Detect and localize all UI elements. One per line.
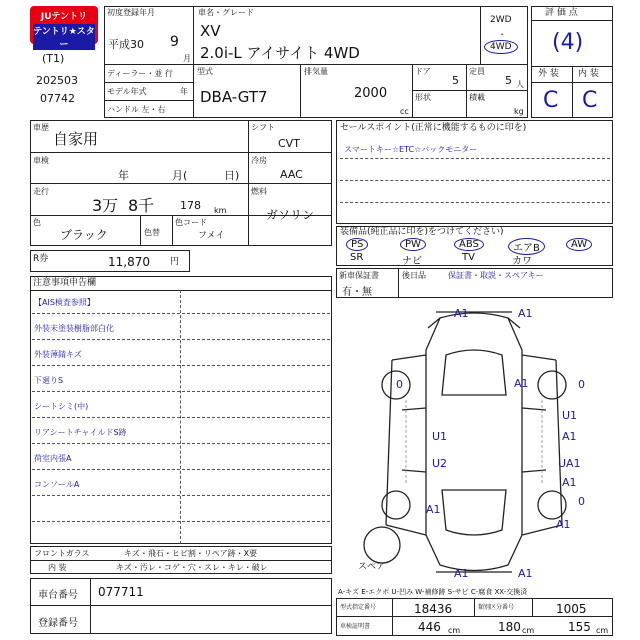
note-rule [32, 443, 330, 444]
fuel-label: 燃料 [251, 187, 267, 196]
equip-abs: ABS [454, 238, 484, 251]
score-label: 評 価 点 [545, 8, 578, 18]
color-label: 色 [33, 218, 41, 227]
ins-year: 年 [118, 169, 129, 182]
doors: 5 [452, 74, 459, 87]
damage-mark: UA1 [558, 457, 581, 470]
mileage-c: 178 [180, 199, 201, 212]
grade: 2.0i-L アイサイト 4WD [200, 44, 360, 62]
equip-airbag: エアB [508, 238, 545, 255]
model: DBA-GT7 [200, 88, 268, 106]
year-unit: 年 [180, 87, 188, 96]
warranty-value: 有・無 [342, 287, 372, 298]
capacity-unit: 人 [516, 80, 524, 89]
equip-label: 装備品(純正品に印を)をつけてください) [340, 227, 504, 237]
damage-mark: A1 [454, 567, 469, 580]
damage-mark: U1 [432, 430, 448, 443]
notes-label: 注意事項申告欄 [33, 278, 97, 288]
cc: cc [400, 107, 409, 116]
handle-label: ハンドル 左・右 [107, 105, 166, 114]
color: ブラック [60, 228, 108, 242]
damage-mark: A1 [518, 567, 533, 580]
ac-label: 冷房 [251, 156, 267, 165]
drive-dot: ・ [498, 30, 506, 39]
dims-l2: 類別区分番号 [478, 604, 515, 611]
displacement: 2000 [354, 86, 388, 101]
mileage-label: 走行 [33, 187, 49, 196]
note-item: 外装未塗装樹脂部白化 [34, 324, 114, 333]
damage-mark: A1 [426, 503, 441, 516]
dims-u4: cm [522, 626, 535, 635]
dims-u5: cm [596, 626, 609, 635]
logo-line1: JUテントリ [40, 12, 88, 22]
month: 9 [170, 34, 179, 50]
spare-label: スペア [358, 562, 386, 572]
int-label: 内 装 [578, 69, 599, 79]
mileage-b: 8千 [128, 196, 155, 215]
shift: CVT [278, 137, 300, 150]
frame-value: 077711 [98, 585, 144, 599]
color-code: フメイ [198, 231, 225, 241]
note-item: 外装薄錆キズ [34, 350, 82, 359]
dims-v3: 446 [418, 620, 441, 634]
color-code-label: 色コード [175, 218, 207, 227]
inspection-label: 車検 [33, 156, 49, 165]
car-name: XV [200, 22, 221, 40]
note-item: 荷室内張A [34, 454, 72, 463]
note-rule [32, 469, 330, 470]
ext-grade: C [543, 88, 559, 113]
displacement-label: 排気量 [304, 67, 328, 76]
usage-label: 車歴 [33, 123, 49, 132]
dims-v2: 1005 [556, 602, 587, 616]
capacity: 5 [505, 74, 512, 87]
note-rule [32, 391, 330, 392]
glass-value: キズ・飛石・ヒビ割・リペア跡・X要 [124, 549, 258, 558]
interior-value: キズ・汚レ・コゲ・穴・スレ・キレ・破レ [116, 563, 268, 572]
note-rule [32, 417, 330, 418]
note-rule [32, 495, 330, 496]
color-change-label: 色替 [144, 228, 160, 237]
mileage-a: 3万 [92, 196, 119, 215]
ac: AAC [280, 168, 303, 181]
damage-mark: U1 [562, 409, 578, 422]
logo-line2: テントリ★スター [33, 24, 95, 50]
load-label: 積載 [469, 93, 485, 102]
equip-aw: AW [566, 238, 592, 251]
r-unit: 円 [170, 257, 180, 267]
sales-value: スマートキー☆ETC☆バックモニター [344, 145, 478, 154]
note-item: リアシートチャイルドS跡 [34, 428, 127, 437]
lot-id2: 07742 [40, 92, 75, 105]
extra-value: 保証書・取説・スペアキー [448, 271, 544, 280]
sales-box [336, 120, 613, 224]
int-grade: C [582, 88, 598, 113]
note-rule [32, 339, 330, 340]
model-label: 型式 [197, 67, 213, 76]
damage-mark: 0 [578, 378, 585, 391]
note-rule [32, 313, 330, 314]
logo [30, 6, 98, 50]
ins-month: 月( [172, 169, 188, 182]
drive-4wd: 4WD [484, 40, 518, 54]
damage-mark: A1 [454, 307, 469, 320]
equip-pw: PW [400, 238, 426, 251]
car-name-label: 車名・グレード [198, 8, 254, 17]
km: km [214, 206, 227, 215]
extra-label: 後日品 [402, 271, 426, 280]
shift-label: シフト [251, 123, 275, 132]
note-item: シートシミ(中) [34, 402, 89, 411]
dims-l3: 車検証明書 [340, 623, 371, 630]
note-item: コンソールA [34, 480, 80, 489]
frame-label: 車台番号 [38, 590, 78, 601]
damage-mark: A1 [518, 307, 533, 320]
dims-u3: cm [448, 626, 461, 635]
model-year-label: モデル年式 [107, 87, 147, 96]
note-item: 下廻りS [34, 376, 64, 385]
first-reg-label: 初度登録年月 [107, 8, 155, 17]
damage-mark: 0 [396, 378, 403, 391]
damage-mark: A1 [556, 518, 571, 531]
damage-mark: 0 [578, 495, 585, 508]
kg: kg [514, 107, 524, 116]
damage-mark: A1 [514, 377, 529, 390]
dims-v1: 18436 [414, 602, 453, 616]
shape-label: 形状 [415, 93, 431, 102]
t1-label: (T1) [42, 52, 65, 65]
dims-v4: 180 [498, 620, 521, 634]
equip-ps: PS [346, 238, 368, 251]
era: 平成30 [108, 38, 144, 51]
damage-mark: U2 [432, 457, 448, 470]
legend: A-キズ E-エクボ U-凹み W-補修跡 S-サビ C-腐食 XX-交換済 [338, 588, 528, 596]
equip-leather: カワ [512, 256, 532, 267]
fuel: ガソリン [266, 208, 315, 222]
capacity-label: 定員 [469, 67, 485, 76]
dims-l1: 型式指定番号 [340, 604, 377, 611]
note-rule [32, 521, 330, 522]
r-value: 11,870 [108, 255, 150, 269]
equip-navi: ナビ [402, 256, 422, 267]
lot-id1: 202503 [36, 74, 78, 87]
damage-mark: A1 [562, 476, 577, 489]
dims-v5: 155 [568, 620, 591, 634]
note-item: 【AIS検査参照】 [34, 298, 95, 307]
reg-label: 登録番号 [38, 618, 78, 629]
usage: 自家用 [53, 130, 99, 148]
drive-2wd: 2WD [490, 15, 512, 25]
sales-label: セールスポイント(正常に機能するものに印を) [340, 123, 527, 133]
equip-tv: TV [462, 252, 475, 263]
equip-sr: SR [350, 252, 364, 263]
ins-day: 日) [224, 169, 240, 182]
warranty-label: 新車保証書 [339, 271, 379, 280]
score: (4) [552, 30, 584, 55]
r-label: R券 [33, 254, 49, 264]
door-label: ドア [415, 67, 431, 76]
month-unit: 月 [183, 54, 191, 63]
ext-label: 外 装 [538, 69, 559, 79]
damage-mark: A1 [562, 430, 577, 443]
interior-label: 内 装 [48, 563, 67, 572]
note-rule [32, 365, 330, 366]
glass-label: フロントガラス [34, 549, 90, 558]
dealer-label: ディーラー・並 行 [107, 69, 173, 78]
